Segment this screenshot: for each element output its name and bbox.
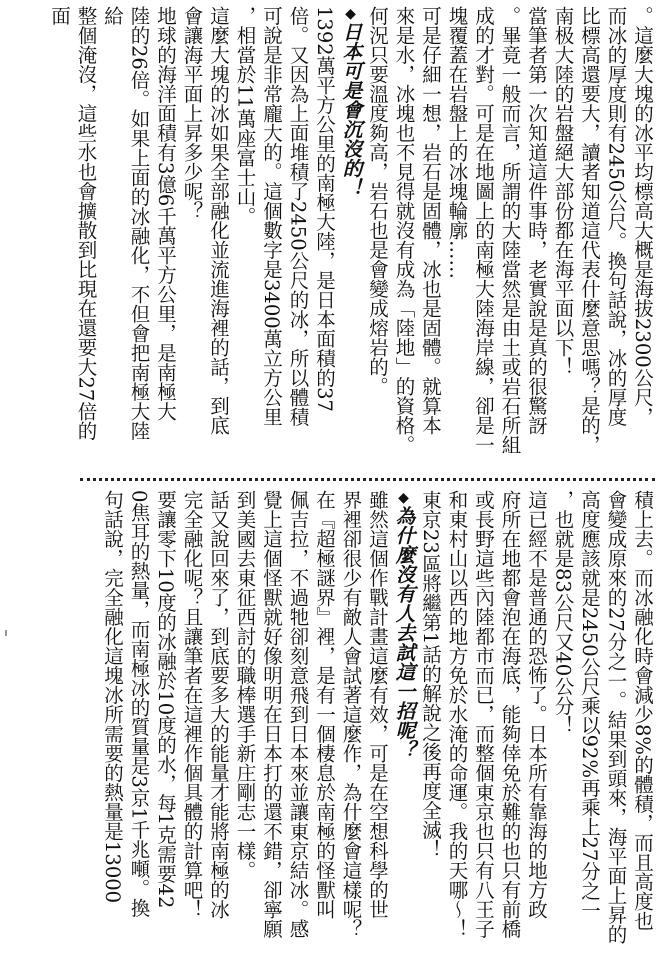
text-column: 會變成原來的27分之一。結果到頭來，海平面上昇的 [604, 490, 628, 944]
text-column: 完全融化呢？且讓筆者在這裡作個具體的計算吧！ [180, 490, 204, 919]
diamond-bullet-icon: ◆ [395, 490, 412, 506]
text-column: 。畢竟一般而言，所謂的大陸當然是由土或岩石所組 [498, 6, 522, 455]
text-column: 或長野這些內陸都市而已，而整個東京也只有八王子 [472, 490, 495, 939]
text-column: 當筆者第一次知道這件事時，老實說是真的很驚訝 [525, 6, 548, 435]
bottom-text-block [33, 490, 655, 956]
text-column: 地球的海洋面積有3億6千萬平方公里，是南極大 [154, 6, 177, 421]
text-column: 可是仔細一想，岩石是固體，冰也是固體。就算本 [419, 6, 442, 435]
section-heading [337, 6, 364, 458]
text-column: 積上去。而冰融化時會減少8%的體積，而且高度也 [631, 490, 654, 931]
text-column: ，相當於11萬座富士山。 [233, 6, 257, 226]
text-column: 塊覆蓋在岩盤上的冰塊輪廓…… [445, 6, 469, 279]
text-column: 東京23區將繼第1話的解說之後再度全滅！ [419, 490, 442, 859]
text-column: 1392萬平方公里的南極大陸，是日本面積的37 [313, 6, 336, 412]
text-column: 高度應該就是2450公尺乘以92%再乘上27分之一 [578, 490, 601, 920]
top-text-block [33, 6, 655, 458]
text-column: 來是水，冰塊也不見得就沒有成為「陸地」的資格。 [392, 6, 416, 455]
section-heading-text: 日本可是會沉沒的！ [339, 22, 363, 198]
diamond-bullet-icon: ◆ [342, 6, 359, 22]
page-scan-mark [5, 630, 7, 636]
text-column: 要讓零下10度的冰融於10度的水，每1克需要42 [154, 490, 177, 909]
text-column: 和東村山以西的地方免於水淹的命運。我的天哪～！ [445, 490, 469, 939]
text-column: 。這麼大塊的冰平均標高大概是海拔2300公尺， [631, 6, 654, 427]
text-column: 到美國去東征西討的職棒選手新庄剛志一樣。 [233, 490, 257, 880]
text-column: ，也就是83公尺又40公分！ [551, 490, 575, 735]
section-heading [390, 490, 417, 956]
dotted-divider [80, 478, 655, 481]
text-column: 何況只要溫度夠高，岩石也是會變成熔岩的。 [366, 6, 389, 396]
text-column: 整個淹沒，這些水也會擴散到比現在還要大27倍的面 [48, 6, 98, 441]
text-column: 覺上這個怪獸就好像明明在日本打的還不錯，卻寧願 [260, 490, 283, 939]
text-column: 雖然這個作戰計畫這麼有效，可是在空想科學的世 [366, 490, 389, 919]
text-column: 而冰的厚度則有2450公尺。換句話說，冰的厚度 [604, 6, 628, 427]
text-column: 佩吉拉，不過牠卻刻意飛到日本來並讓東京結冰。感 [286, 490, 310, 939]
section-heading-text: 為什麼沒有人去試這一招呢？ [392, 506, 416, 760]
text-column: 南极大陸的岩盤絕大部份都在海平面以下！ [551, 6, 575, 377]
text-column: 句話說，完全融化這塊冰所需要的熱量是13000 [101, 490, 124, 904]
text-column: 這麼大塊的冰如果全部融化並流進海裡的話，到底 [207, 6, 230, 435]
text-column: 在『超極謎界』裡，是有一個棲息於南極的怪獸叫 [313, 490, 336, 919]
text-column: 0焦耳的熱量，而南極冰的質量是3京1千兆噸。換 [127, 490, 151, 918]
text-column: 倍。又因為上面堆積了2450公尺的冰，所以體積 [286, 6, 310, 427]
text-column: 府所在地都會泡在海底，能夠倖免於難的也只有前橋 [498, 490, 522, 939]
text-column: 會讓海平面上昇多少呢？ [180, 6, 204, 221]
text-column: 比標高還要大，讀者知道這代表什麼意思嗎？是的， [578, 6, 601, 455]
text-column: 可說是非常龐大的。這個數字是3400萬立方公里 [260, 6, 283, 427]
text-column: 成的才對。可是在地圖上的南極大陸海岸線，卻是一 [472, 6, 495, 455]
text-column: 話又說回來了，到底要多大的能量才能將南極的冰 [207, 490, 230, 919]
text-column: 這已經不是普通的恐怖了。日本所有靠海的地方政 [525, 490, 548, 919]
text-column: 界裡卻很少有敵人會試著這麼作，為什麼會這樣呢？ [339, 490, 363, 939]
text-column: 陸的26倍。如果上面的冰融化，不但會把南極大陸給 [101, 6, 151, 441]
